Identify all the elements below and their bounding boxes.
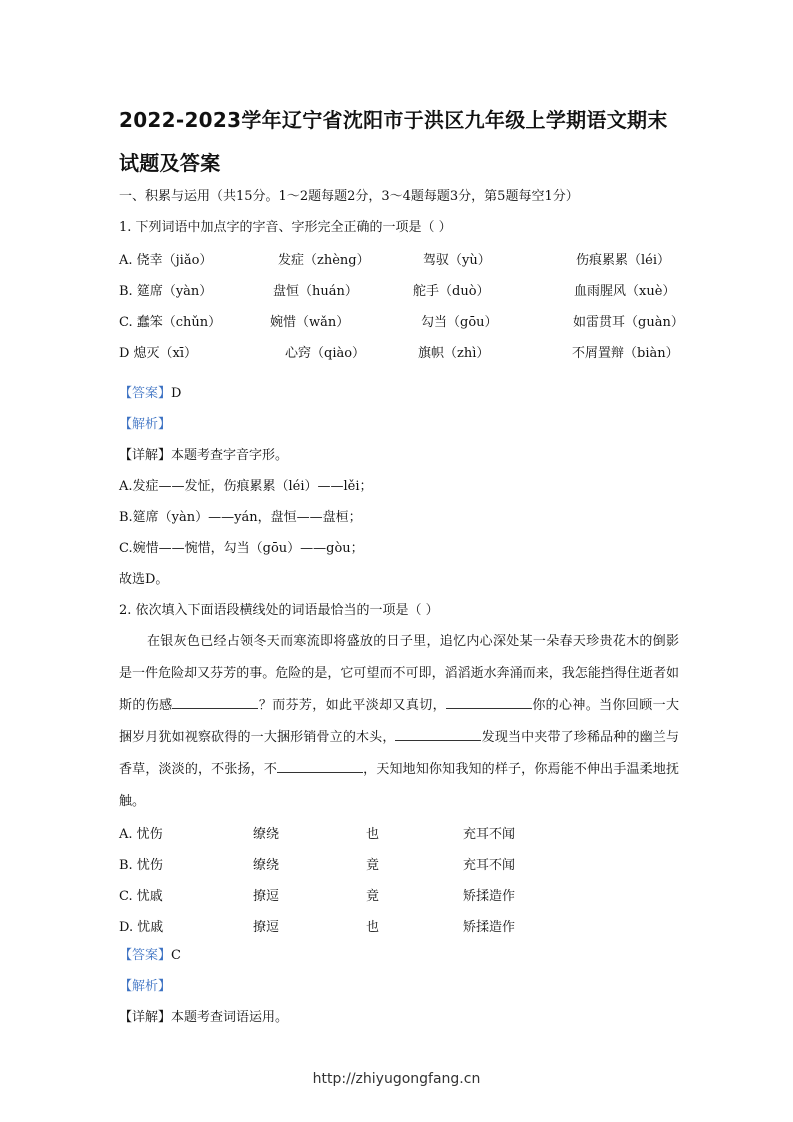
q2-option-b bbox=[119, 854, 679, 872]
option-cell: 旗帜（zhì） bbox=[418, 346, 490, 361]
option-cell: 缭绕 bbox=[253, 827, 280, 842]
option-cell: 撩逗 bbox=[253, 920, 280, 935]
option-cell: C. 蠢笨（chǔn） bbox=[119, 315, 222, 330]
footer-url: http://zhiyugongfang.cn bbox=[312, 1071, 481, 1087]
option-cell: 婉惜（wǎn） bbox=[270, 315, 350, 330]
option-cell: 驾驭（yù） bbox=[423, 253, 491, 268]
option-cell: D. 忧戚 bbox=[119, 920, 164, 935]
option-cell: 舵手（duò） bbox=[413, 284, 490, 299]
q1-option-d bbox=[119, 342, 679, 360]
answer-value: C bbox=[171, 948, 181, 963]
answer-tag: 【答案】 bbox=[119, 386, 172, 401]
option-cell: C. 忧戚 bbox=[119, 889, 163, 904]
q1-explain-b: B.筵席（yàn）——yán，盘恒——盘桓； bbox=[119, 510, 362, 525]
option-cell: 矫揉造作 bbox=[463, 889, 516, 904]
option-cell: 撩逗 bbox=[253, 889, 280, 904]
q2-answer bbox=[119, 947, 181, 965]
analysis-tag: 【解析】 bbox=[119, 979, 172, 994]
section-heading: 一、积累与运用（共15分。1～2题每题2分，3～4题每题3分，第5题每空1分） bbox=[119, 189, 579, 204]
passage-text: 在银灰色已经占领冬天而寒流即将盛放的日子里，追忆内心深处某一朵春天珍贵花木的倒影是一件危险却又芬芳的事。危险的是，它可望而不可即，滔滔逝水奔涌而来，我怎能挡得住逝者如斯的伤感 bbox=[119, 634, 679, 713]
option-cell: 竟 bbox=[366, 889, 380, 904]
passage-text: ？而芬芳，如此平淡却又真切， bbox=[258, 698, 446, 713]
detail-text: 本题考查字音字形。 bbox=[171, 448, 289, 463]
option-cell: 伤痕累累（léi） bbox=[576, 253, 671, 268]
passage-text: 发现当中夹带了珍稀品种的幽兰与香草，淡淡的，不张扬，不 bbox=[119, 730, 679, 777]
option-cell: D 熄灭（xī） bbox=[119, 346, 198, 361]
option-cell: 充耳不闻 bbox=[463, 858, 516, 873]
fill-blank-3 bbox=[395, 728, 481, 741]
question-1-stem: 1. 下列词语中加点字的字音、字形完全正确的一项是（ ） bbox=[119, 220, 452, 235]
option-cell: 也 bbox=[366, 827, 380, 842]
option-cell: B. 筵席（yàn） bbox=[119, 284, 213, 299]
option-cell: A. 忧伤 bbox=[119, 827, 163, 842]
q1-detail bbox=[119, 447, 288, 465]
q2-analysis bbox=[119, 978, 171, 996]
q1-answer bbox=[119, 385, 181, 403]
option-cell: 竟 bbox=[366, 858, 380, 873]
q1-option-c bbox=[119, 311, 684, 330]
option-cell: 心窍（qiào） bbox=[285, 346, 366, 361]
question-2-stem: 2. 依次填入下面语段横线处的词语最恰当的一项是（ ） bbox=[119, 603, 439, 618]
passage-text: 你的心神。当你回顾一大捆岁月犹如视察砍得的一大捆形销骨立的木头， bbox=[119, 698, 679, 745]
fill-blank-4 bbox=[277, 760, 363, 773]
page-title: 2022-2023学年辽宁省沈阳市于洪区九年级上学期语文期末 bbox=[119, 108, 668, 132]
q2-passage bbox=[119, 626, 679, 818]
q1-option-b bbox=[119, 280, 679, 298]
q1-explain-c: C.婉惜——惋惜，勾当（gōu）——gòu； bbox=[119, 541, 364, 556]
q1-explain-a: A.发症——发怔，伤痕累累（léi）——lěi； bbox=[119, 479, 373, 494]
q1-conclusion: 故选D。 bbox=[119, 572, 169, 587]
page-title-continued: 试题及答案 bbox=[119, 151, 221, 175]
q1-analysis bbox=[119, 416, 171, 434]
option-cell: 盘恒（huán） bbox=[273, 284, 358, 299]
q2-detail bbox=[119, 1009, 288, 1027]
option-cell: 血雨腥风（xuè） bbox=[574, 284, 676, 299]
fill-blank-2 bbox=[446, 696, 532, 709]
answer-value: D bbox=[171, 386, 182, 401]
option-cell: A. 侥幸（jiǎo） bbox=[119, 253, 213, 268]
fill-blank-1 bbox=[172, 696, 258, 709]
option-cell: 不屑置辩（biàn） bbox=[572, 346, 679, 361]
q2-option-c bbox=[119, 885, 679, 903]
option-cell: 如雷贯耳（guàn） bbox=[573, 315, 684, 330]
detail-text: 本题考查词语运用。 bbox=[171, 1010, 289, 1025]
q2-option-d bbox=[119, 916, 679, 934]
option-cell: 矫揉造作 bbox=[463, 920, 516, 935]
option-cell: 也 bbox=[366, 920, 380, 935]
q1-option-a bbox=[119, 249, 679, 267]
detail-tag: 【详解】 bbox=[119, 448, 172, 463]
passage-text: ，天知地知你知我知的样子，你焉能不伸出手温柔地抚触。 bbox=[119, 762, 679, 809]
option-cell: 勾当（gōu） bbox=[421, 315, 498, 330]
analysis-tag: 【解析】 bbox=[119, 417, 172, 432]
answer-tag: 【答案】 bbox=[119, 948, 172, 963]
option-cell: 发症（zhèng） bbox=[278, 253, 370, 268]
option-cell: 缭绕 bbox=[253, 858, 280, 873]
detail-tag: 【详解】 bbox=[119, 1010, 172, 1025]
option-cell: B. 忧伤 bbox=[119, 858, 163, 873]
q2-option-a bbox=[119, 823, 679, 841]
option-cell: 充耳不闻 bbox=[463, 827, 516, 842]
